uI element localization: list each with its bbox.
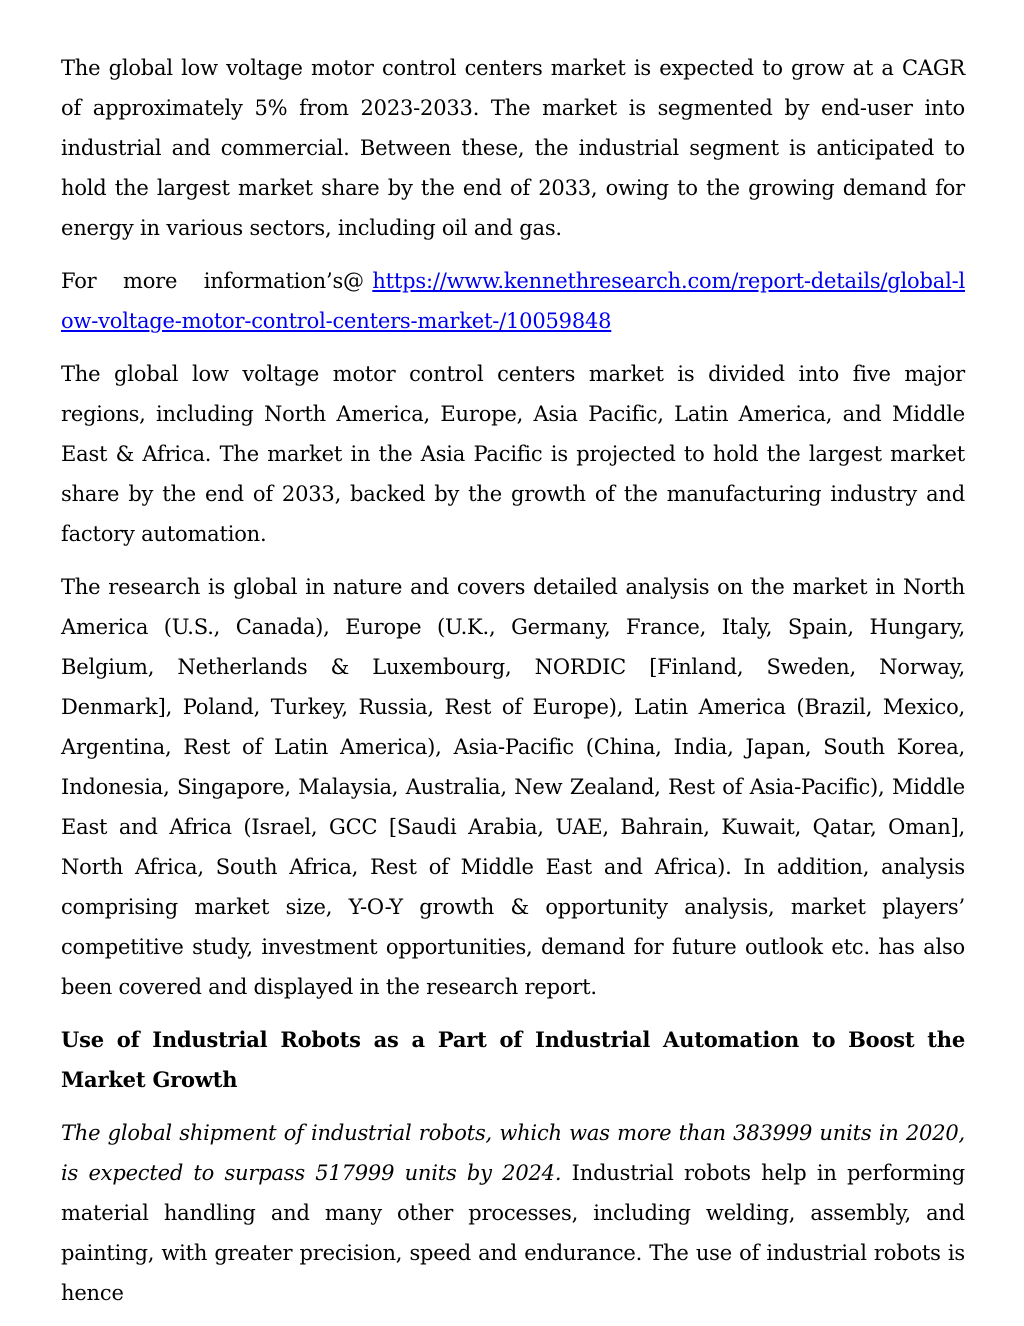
paragraph-market-overview: The global low voltage motor control centers market is expected to grow at a CAGR of approximately 5% from 2023-2033. The market is segmented by end-user into industrial and commercial. Between these, the industrial segment is anticipated to hold the largest market share by the end of 2033, owing to the growing demand for energy in various sectors, including oil and gas. (61, 56, 965, 240)
robots-description: Industrial robots help in performing material handling and many other processes, including welding, assembly, and painting, with greater precision, speed and endurance. The use of industrial robots is hence (61, 1161, 965, 1305)
paragraph-research-scope: The research is global in nature and covers detailed analysis on the market in North America (U.S., Canada), Europe (U.K., Germany, France, Italy, Spain, Hungary, Belgium, Netherlands & Luxembourg, NORDIC [Finland, Sweden, Norway, Denmark], Poland, Turkey, Russia, Rest of Europe), Latin America (Brazil, Mexico, Argentina, Rest of Latin America), Asia-Pacific (China, India, Japan, South Korea, Indonesia, Singapore, Malaysia, Australia, New Zealand, Rest of Asia-Pacific), Middle East and Africa (Israel, GCC [Saudi Arabia, UAE, Bahrain, Kuwait, Qatar, Oman], North Africa, South Africa, Rest of Middle East and Africa). In addition, analysis comprising market size, Y-O-Y growth & opportunity analysis, market players’ competitive study, investment opportunities, demand for future outlook etc. has also been covered and displayed in the research report. (61, 575, 965, 999)
paragraph-industrial-robots (61, 1113, 965, 1313)
robots-shipment-statement: The global shipment of industrial robots, which was more than 383999 units in 2020, is expected to surpass 517999 units by 2024. (61, 1121, 965, 1185)
paragraph-regions: The global low voltage motor control centers market is divided into five major regions, including North America, Europe, Asia Pacific, Latin America, and Middle East & Africa. The market in the Asia Pacific is projected to hold the largest market share by the end of 2033, backed by the growth of the manufacturing industry and factory automation. (61, 362, 965, 546)
report-link[interactable]: https://www.kennethresearch.com/report-details/global-low-voltage-motor-control-centers-market-/10059848 (61, 269, 965, 333)
paragraph-more-info (61, 261, 965, 341)
section-heading: Use of Industrial Robots as a Part of Industrial Automation to Boost the Market Growth (61, 1027, 965, 1092)
document-page (61, 48, 965, 1326)
more-info-label: For more information’s@ (61, 269, 364, 293)
